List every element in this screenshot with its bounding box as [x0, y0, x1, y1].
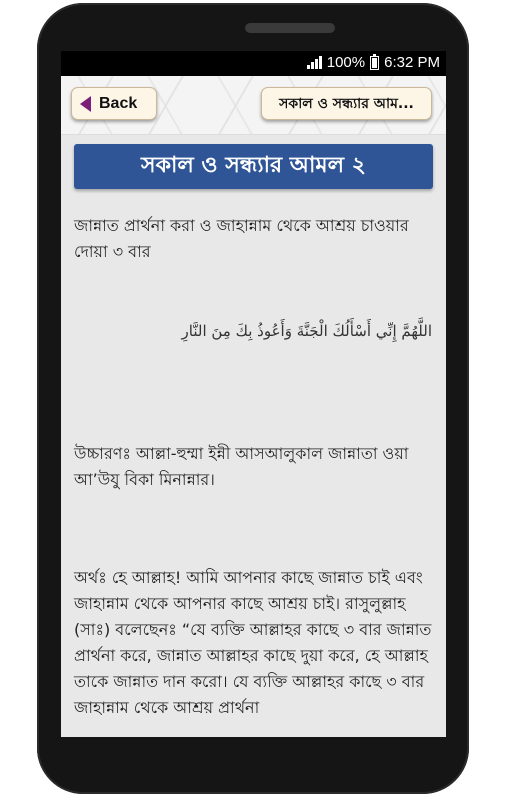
status-icons [307, 54, 440, 71]
battery-percent: 100% [326, 54, 366, 71]
signal-icon [307, 56, 322, 69]
battery-icon [370, 56, 379, 70]
meaning-text: অর্থঃ হে আল্লাহ! আমি আপনার কাছে জান্নাত চাই এবং জাহান্নাম থেকে আপনার কাছে আশ্রয় চাই। রাসুলুল্লাহ (সাঃ) বলেছেনঃ “যে ব্যক্তি আল্লাহর কাছে ৩ বার জান্নাত প্রার্থনা করে, জান্নাত আল্লাহর কাছে দুয়া করে, হে আল্লাহ তাকে জান্নাত দান করো। যে ব্যক্তি আল্লাহর কাছে ৩ বার জাহান্নাম থেকে আশ্রয় প্রার্থনা [74, 568, 432, 717]
section-heading: সকাল ও সন্ধ্যার আমল ২ [74, 144, 433, 189]
screen [61, 51, 446, 737]
content-area[interactable] [61, 135, 446, 737]
back-arrow-icon [80, 96, 91, 112]
speaker-grille [245, 23, 335, 33]
intro-text: জান্নাত প্রার্থনা করা ও জাহান্নাম থেকে আশ্রয় চাওয়ার দোয়া ৩ বার [74, 216, 409, 261]
back-button[interactable] [71, 87, 157, 120]
status-bar [61, 51, 446, 76]
clock: 6:32 PM [384, 54, 440, 71]
back-label: Back [99, 94, 138, 112]
arabic-text: اللَّهُمَّ إِنِّي أَسْأَلُكَ الْجَنَّةَ وَأَعُوذُ بِكَ مِنَ النَّارِ [181, 322, 432, 340]
pronunciation-text: উচ্চারণঃ আল্লা-হুম্মা ইন্নী আসআলুকাল জান্নাতা ওয়া আ’উযু বিকা মিনান্নার। [74, 444, 409, 489]
toolbar [61, 76, 446, 135]
page-title-button[interactable]: সকাল ও সন্ধ্যার আম... [261, 87, 432, 120]
